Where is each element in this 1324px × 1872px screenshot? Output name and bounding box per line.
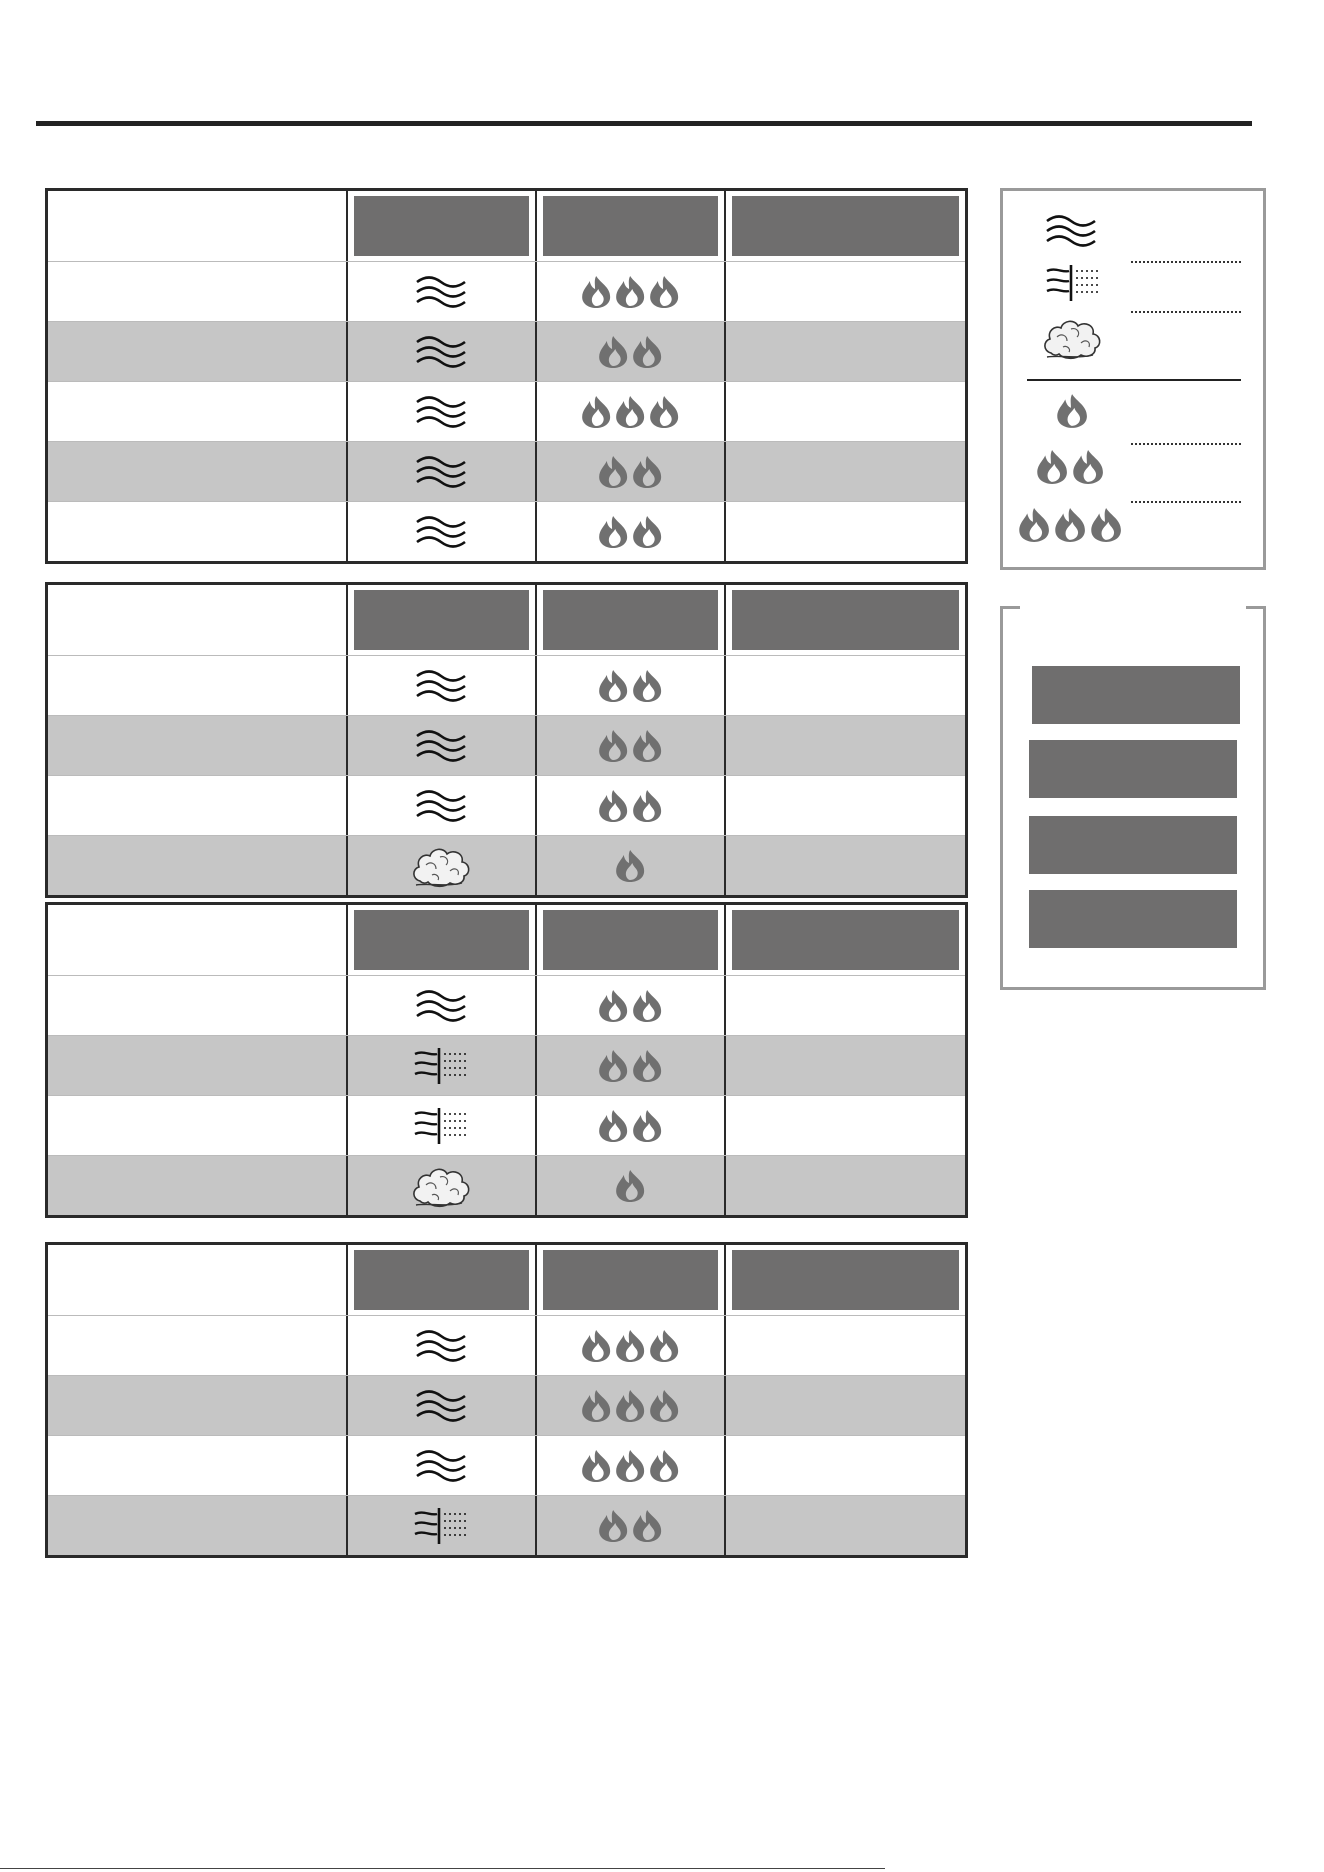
panel-button-1[interactable]: [1032, 666, 1240, 724]
header-cell-symbol: [348, 191, 537, 261]
wave-icon: [413, 788, 471, 824]
row-notes-cell: [726, 382, 965, 441]
table-row: [48, 655, 965, 715]
row-name-cell: [48, 1096, 348, 1155]
row-notes-cell: [726, 502, 965, 561]
row-symbol-cell: [348, 836, 537, 895]
row-notes-cell: [726, 1496, 965, 1555]
row-notes-cell: [726, 262, 965, 321]
legend-dotted-line: [1131, 443, 1241, 445]
row-heat-cell: [537, 1436, 726, 1495]
table-row: [48, 501, 965, 561]
row-name-cell: [48, 976, 348, 1035]
header-cell-symbol: [348, 585, 537, 655]
table-row: [48, 775, 965, 835]
flame-icon: [1035, 449, 1105, 485]
wave-icon: [1043, 213, 1101, 249]
row-symbol-cell: [348, 322, 537, 381]
top-rule: [36, 121, 1252, 126]
row-symbol-cell: [348, 716, 537, 775]
row-symbol-cell: [348, 1156, 537, 1215]
wave-icon: [413, 728, 471, 764]
legend-spray: [1043, 263, 1105, 303]
spray-icon: [1043, 263, 1105, 303]
row-name-cell: [48, 322, 348, 381]
row-notes-cell: [726, 322, 965, 381]
header-cell-notes: [726, 585, 965, 655]
header-cell-symbol: [348, 1245, 537, 1315]
table-row: [48, 381, 965, 441]
flame-icon: [1055, 393, 1089, 429]
wave-icon: [413, 1448, 471, 1484]
row-notes-cell: [726, 656, 965, 715]
flame-icon: [580, 1329, 680, 1363]
row-symbol-cell: [348, 1376, 537, 1435]
row-symbol-cell: [348, 262, 537, 321]
panel-button-3[interactable]: [1029, 816, 1237, 874]
row-name-cell: [48, 836, 348, 895]
row-heat-cell: [537, 502, 726, 561]
steam-cloud-icon: [1041, 315, 1105, 361]
row-symbol-cell: [348, 1496, 537, 1555]
header-cell-name: [48, 585, 348, 655]
table-row: [48, 1435, 965, 1495]
row-notes-cell: [726, 1316, 965, 1375]
row-name-cell: [48, 262, 348, 321]
row-notes-cell: [726, 1376, 965, 1435]
row-symbol-cell: [348, 442, 537, 501]
table-row: [48, 1035, 965, 1095]
table-row: [48, 1375, 965, 1435]
row-heat-cell: [537, 262, 726, 321]
header-cell-notes: [726, 191, 965, 261]
table-row: [48, 441, 965, 501]
flame-icon: [597, 729, 663, 763]
legend-steam: [1041, 315, 1105, 361]
table-row: [48, 1495, 965, 1555]
bottom-rule: [0, 1868, 885, 1869]
row-name-cell: [48, 716, 348, 775]
table-header: [48, 585, 965, 655]
wave-icon: [413, 274, 471, 310]
row-notes-cell: [726, 1036, 965, 1095]
row-heat-cell: [537, 656, 726, 715]
wave-icon: [413, 1328, 471, 1364]
row-symbol-cell: [348, 1036, 537, 1095]
row-notes-cell: [726, 776, 965, 835]
table-row: [48, 261, 965, 321]
program-table-3: [45, 902, 968, 1218]
legend-dotted-line: [1131, 261, 1241, 263]
flame-icon: [597, 1509, 663, 1543]
table-row: [48, 715, 965, 775]
flame-icon: [580, 1389, 680, 1423]
flame-icon: [1017, 507, 1123, 543]
wave-icon: [413, 514, 471, 550]
row-notes-cell: [726, 976, 965, 1035]
row-name-cell: [48, 776, 348, 835]
flame-icon: [597, 335, 663, 369]
row-symbol-cell: [348, 502, 537, 561]
row-heat-cell: [537, 1156, 726, 1215]
header-cell-notes: [726, 1245, 965, 1315]
spray-icon: [411, 1046, 473, 1086]
row-heat-cell: [537, 442, 726, 501]
legend-flame-1: [1055, 393, 1089, 429]
row-symbol-cell: [348, 382, 537, 441]
spray-icon: [411, 1106, 473, 1146]
header-cell-name: [48, 905, 348, 975]
row-name-cell: [48, 502, 348, 561]
program-table-4: [45, 1242, 968, 1558]
row-notes-cell: [726, 716, 965, 775]
row-symbol-cell: [348, 656, 537, 715]
row-heat-cell: [537, 976, 726, 1035]
row-notes-cell: [726, 1436, 965, 1495]
row-name-cell: [48, 1436, 348, 1495]
row-heat-cell: [537, 1496, 726, 1555]
row-notes-cell: [726, 442, 965, 501]
row-heat-cell: [537, 382, 726, 441]
row-symbol-cell: [348, 1316, 537, 1375]
wave-icon: [413, 668, 471, 704]
spray-icon: [411, 1506, 473, 1546]
legend-dotted-line: [1131, 501, 1241, 503]
row-name-cell: [48, 1156, 348, 1215]
row-heat-cell: [537, 1036, 726, 1095]
header-cell-heat: [537, 191, 726, 261]
flame-icon: [614, 849, 646, 883]
header-cell-symbol: [348, 905, 537, 975]
row-heat-cell: [537, 776, 726, 835]
row-notes-cell: [726, 836, 965, 895]
wave-icon: [413, 454, 471, 490]
row-notes-cell: [726, 1096, 965, 1155]
table-row: [48, 975, 965, 1035]
table-header: [48, 191, 965, 261]
wave-icon: [413, 1388, 471, 1424]
row-name-cell: [48, 1316, 348, 1375]
flame-icon: [597, 1109, 663, 1143]
flame-icon: [597, 989, 663, 1023]
program-table-1: [45, 188, 968, 564]
header-cell-notes: [726, 905, 965, 975]
wave-icon: [413, 988, 471, 1024]
row-heat-cell: [537, 1316, 726, 1375]
wave-icon: [413, 334, 471, 370]
wave-icon: [413, 394, 471, 430]
flame-icon: [597, 789, 663, 823]
row-heat-cell: [537, 1376, 726, 1435]
table-row: [48, 1095, 965, 1155]
legend-dotted-line: [1131, 311, 1241, 313]
steam-cloud-icon: [410, 1163, 474, 1209]
steam-cloud-icon: [410, 843, 474, 889]
table-header: [48, 1245, 965, 1315]
table-row: [48, 835, 965, 895]
row-name-cell: [48, 442, 348, 501]
legend-flame-2: [1035, 449, 1105, 485]
symbol-legend: [1000, 188, 1266, 570]
header-cell-heat: [537, 1245, 726, 1315]
header-cell-name: [48, 1245, 348, 1315]
panel-corner: [1246, 606, 1266, 609]
control-panel: [1000, 606, 1266, 990]
flame-icon: [597, 1049, 663, 1083]
row-heat-cell: [537, 1096, 726, 1155]
table-row: [48, 1155, 965, 1215]
legend-flame-3: [1017, 507, 1123, 543]
panel-button-4[interactable]: [1029, 890, 1237, 948]
row-name-cell: [48, 382, 348, 441]
legend-separator: [1027, 379, 1241, 381]
table-header: [48, 905, 965, 975]
panel-button-2[interactable]: [1029, 740, 1237, 798]
row-name-cell: [48, 1036, 348, 1095]
flame-icon: [597, 455, 663, 489]
row-symbol-cell: [348, 1436, 537, 1495]
row-heat-cell: [537, 836, 726, 895]
panel-corner: [1000, 606, 1020, 609]
flame-icon: [597, 515, 663, 549]
row-name-cell: [48, 1496, 348, 1555]
legend-wave: [1043, 213, 1101, 249]
row-name-cell: [48, 656, 348, 715]
flame-icon: [580, 395, 680, 429]
header-cell-name: [48, 191, 348, 261]
row-name-cell: [48, 1376, 348, 1435]
row-symbol-cell: [348, 1096, 537, 1155]
header-cell-heat: [537, 585, 726, 655]
flame-icon: [580, 1449, 680, 1483]
header-cell-heat: [537, 905, 726, 975]
table-row: [48, 321, 965, 381]
table-row: [48, 1315, 965, 1375]
program-table-2: [45, 582, 968, 898]
row-heat-cell: [537, 322, 726, 381]
row-notes-cell: [726, 1156, 965, 1215]
flame-icon: [614, 1169, 646, 1203]
row-heat-cell: [537, 716, 726, 775]
flame-icon: [580, 275, 680, 309]
row-symbol-cell: [348, 976, 537, 1035]
row-symbol-cell: [348, 776, 537, 835]
flame-icon: [597, 669, 663, 703]
